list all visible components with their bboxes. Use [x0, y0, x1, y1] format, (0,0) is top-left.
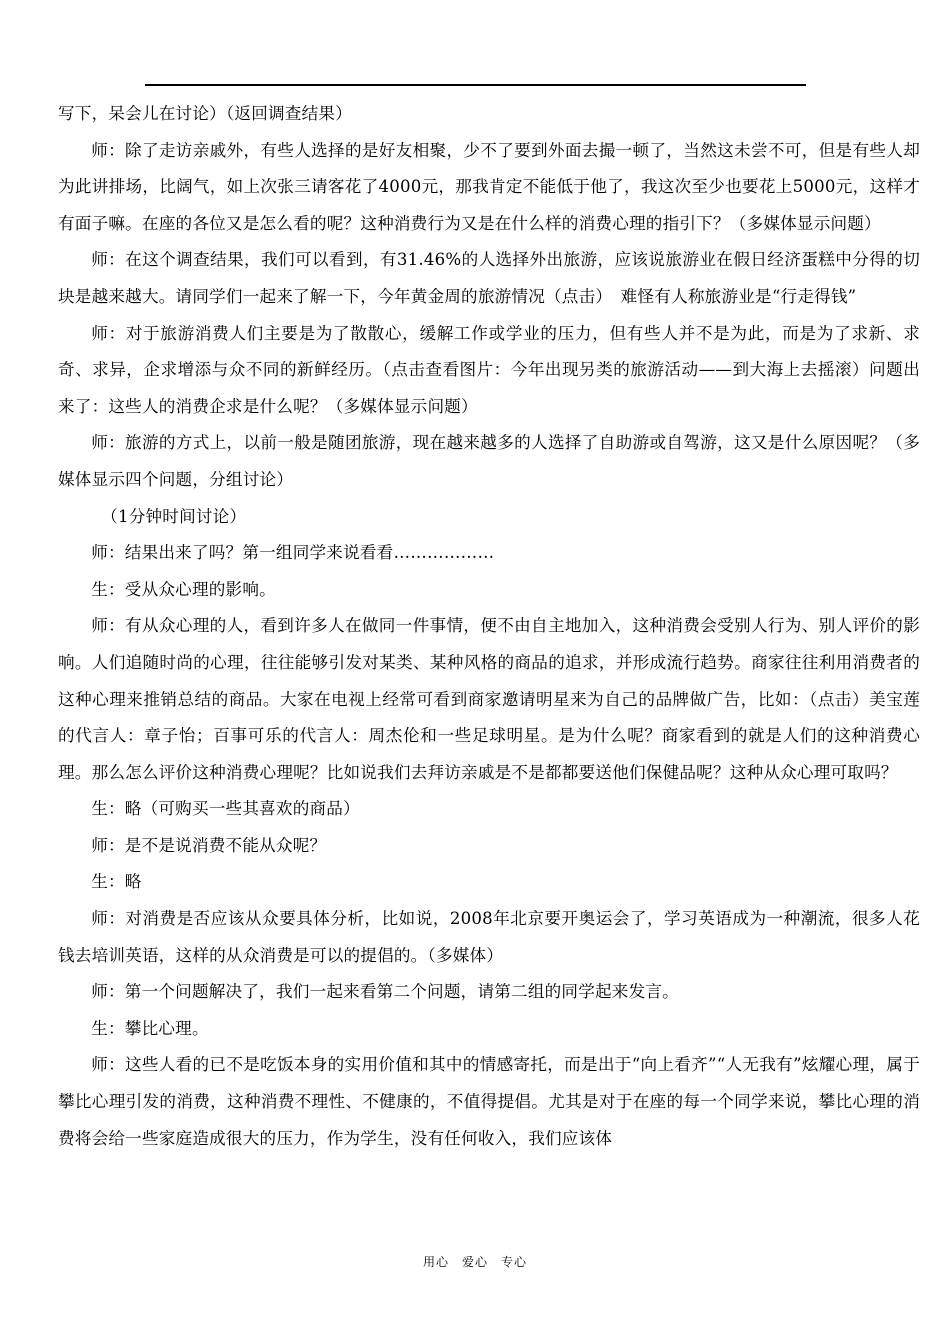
paragraph: 师：第一个问题解决了，我们一起来看第二个问题，请第二组的同学起来发言。	[91, 982, 679, 1002]
paragraph: 生：略（可购买一些其喜欢的商品）	[91, 799, 360, 819]
paragraph: 生：略	[91, 872, 142, 892]
paragraph: 写下，呆会儿在讨论）（返回调查结果）	[58, 104, 352, 123]
paragraph: 师：除了走访亲戚外，有些人选择的是好友相聚，少不了要到外面去撮一顿了，当然这未尝不可，但是有些人却为此讲排场，比阔气，如上次张三请客花了4000元，那我肯定不能低于他了，我这次至少也要花上5000元，这样才有面子嘛。在座的各位又是怎么看的呢？这种消费行为又是在什么样的消费心理的指引下？（多媒体显示问题）	[58, 140, 920, 233]
paragraph: 生：攀比心理。	[91, 1018, 209, 1038]
paragraph: 师：这些人看的已不是吃饭本身的实用价值和其中的情感寄托，而是出于“向上看齐”“人无我有”炫耀心理，属于攀比心理引发的消费，这种消费不理性、不健康的，不值得提倡。尤其是对于在座的每一个同学来说，攀比心理的消费将会给一些家庭造成很大的压力，作为学生，没有任何收入，我们应该体	[58, 1055, 920, 1148]
paragraph: 师：对消费是否应该从众要具体分析，比如说，2008年北京要开奥运会了，学习英语成为一种潮流，很多人花钱去培训英语，这样的从众消费是可以的提倡的。（多媒体）	[58, 909, 920, 965]
paragraph: 师：旅游的方式上，以前一般是随团旅游，现在越来越多的人选择了自助游或自驾游，这又是什么原因呢？（多媒体显示四个问题，分组讨论）	[58, 433, 920, 489]
paragraph: 师：结果出来了吗？第一组同学来说看看………………	[91, 543, 495, 563]
page-footer: 用心 爱心 专心	[422, 1255, 527, 1269]
paragraph: 师：有从众心理的人，看到许多人在做同一件事情，便不由自主地加入，这种消费会受别人行为、别人评价的影响。人们追随时尚的心理，往往能够引发对某类、某种风格的商品的追求，并形成流行趋势。商家往往利用消费者的这种心理来推销总结的商品。大家在电视上经常可看到商家邀请明星来为自己的品牌做广告，比如：（点击）美宝莲的代言人：章子怡；百事可乐的代言人：周杰伦和一些足球明星。是为什么呢？商家看到的就是人们的这种消费心理。那么怎么评价这种消费心理呢？比如说我们去拜访亲戚是不是都都要送他们保健品呢？这种从众心理可取吗？	[58, 616, 920, 782]
paragraph: 师：是不是说消费不能从众呢？	[91, 835, 327, 855]
header-rule	[145, 84, 806, 86]
paragraph: 师：对于旅游消费人们主要是为了散散心，缓解工作或学业的压力，但有些人并不是为此，而是为了求新、求奇、求异，企求增添与众不同的新鲜经历。（点击查看图片：今年出现另类的旅游活动——到大海上去摇滚）问题出来了：这些人的消费企求是什么呢？（多媒体显示问题）	[58, 323, 920, 416]
paragraph: 师：在这个调查结果，我们可以看到，有31.46%的人选择外出旅游，应该说旅游业在假日经济蛋糕中分得的切块是越来越大。请同学们一起来了解一下，今年黄金周的旅游情况（点击） 难怪有人称旅游业是“行走得钱”	[58, 250, 920, 306]
document-body	[58, 96, 920, 1157]
paragraph: 生：受从众心理的影响。	[91, 579, 276, 599]
paragraph: （1分钟时间讨论）	[101, 506, 247, 526]
